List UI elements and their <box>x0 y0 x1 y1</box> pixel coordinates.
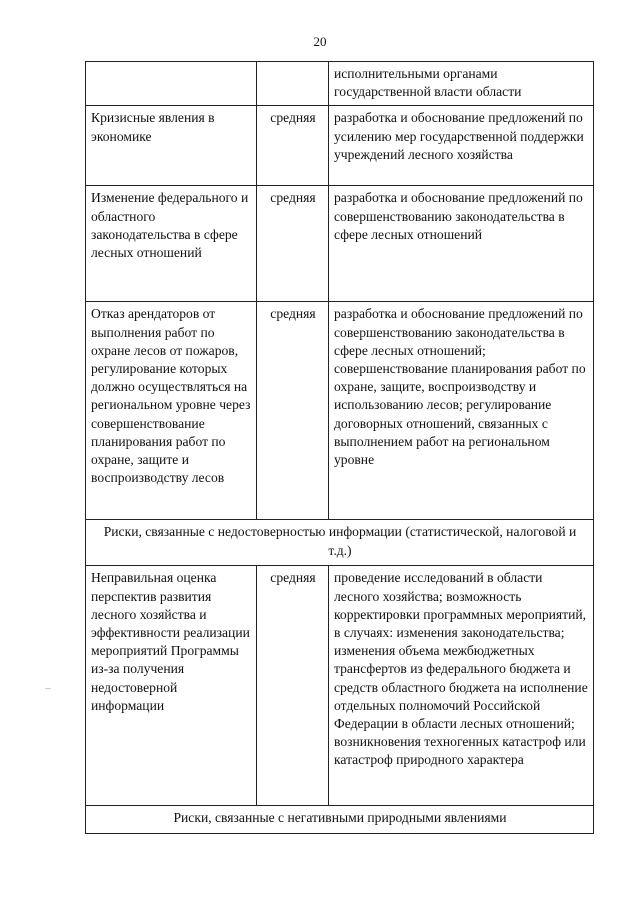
section-header-row <box>86 520 594 566</box>
table-row <box>86 302 594 520</box>
risk-cell: Неправильная оценка перспектив развития лесного хозяйства и эффективности реализации мероприятий Программы из-за получения недостоверной информации <box>86 566 257 806</box>
risk-table <box>85 61 594 834</box>
table-row <box>86 106 594 186</box>
page-number: 20 <box>313 34 327 49</box>
risk-cell: Отказ арендаторов от выполнения работ по охране лесов от пожаров, регулирование которых должно осуществляться на региональном уровне через совершенствование планирования работ по охране, защите и воспроизводству лесов <box>86 302 257 520</box>
margin-mark <box>45 688 51 689</box>
measures-cell: разработка и обоснование предложений по усилению мер государственной поддержки учреждений лесного хозяйства <box>329 106 594 186</box>
measures-cell: разработка и обоснование предложений по совершенствованию законодательства в сфере лесных отношений <box>329 186 594 302</box>
measures-cell: исполнительными органами государственной власти области <box>329 62 594 106</box>
risk-cell: Изменение федерального и областного законодательства в сфере лесных отношений <box>86 186 257 302</box>
risk-cell: Кризисные явления в экономике <box>86 106 257 186</box>
level-cell: средняя <box>257 106 329 186</box>
table-row <box>86 186 594 302</box>
risk-cell <box>86 62 257 106</box>
measures-cell: проведение исследований в области лесного хозяйства; возможность корректировки программных мероприятий, в случаях: изменения законодательства; изменения объема межбюджетных трансфертов из федерального бюджета и средств областного бюджета на исполнение отдельных полномочий Российской Федерации в области лесных отношений; возникновения техногенных катастроф или катастроф природного характера <box>329 566 594 806</box>
level-cell: средняя <box>257 302 329 520</box>
level-cell: средняя <box>257 186 329 302</box>
section-header-row <box>86 806 594 834</box>
table-row <box>86 566 594 806</box>
section-title: Риски, связанные с недостоверностью информации (статистической, налоговой и т.д.) <box>86 520 594 566</box>
level-cell: средняя <box>257 566 329 806</box>
section-title: Риски, связанные с негативными природными явлениями <box>86 806 594 834</box>
table-row <box>86 62 594 106</box>
measures-cell: разработка и обоснование предложений по совершенствованию законодательства в сфере лесных отношений; совершенствование планирования работ по охране, защите, воспроизводству и использованию лесов; регулирование договорных отношений, связанных с выполнением работ на региональном уровне <box>329 302 594 520</box>
level-cell <box>257 62 329 106</box>
